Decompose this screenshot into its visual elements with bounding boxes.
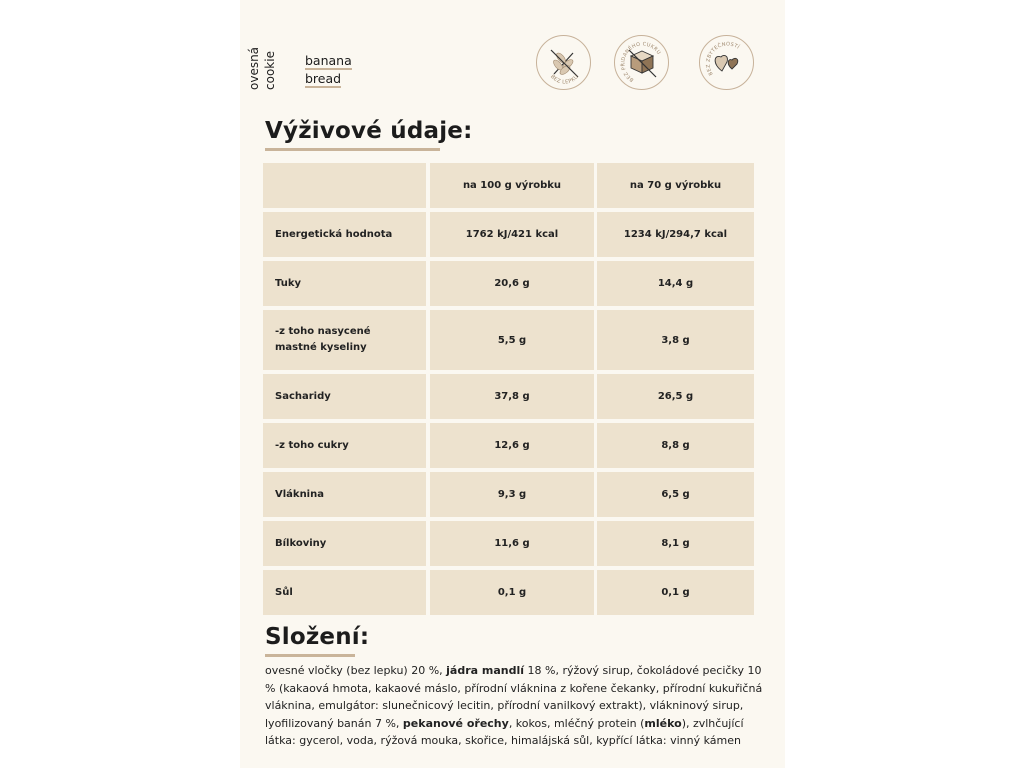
table-row xyxy=(263,472,755,517)
row-value-per-100g: 9,3 g xyxy=(430,472,594,517)
row-value-per-100g: 12,6 g xyxy=(430,423,594,468)
ingredients-part: ovesné vločky (bez lepku) 20 %, xyxy=(265,664,447,677)
row-label: Vláknina xyxy=(263,472,426,517)
row-label: Bílkoviny xyxy=(263,521,426,566)
product-sheet xyxy=(240,0,785,768)
row-label: Energetická hodnota xyxy=(263,212,426,257)
ingredients-allergen: mléko xyxy=(644,716,682,730)
ingredients-part: 18 %, rýžový sirup, čokoládové pecičky 10 % (kakaová hmota, kakaové máslo, přírodní vláknina z kořene čekanky, přírodní kukuřičná vláknina, emulgátor: slunečnicový lecitin, přírodní vanilkový extrakt), vlákninový sirup, lyofilizovaný banán 7 %, xyxy=(265,664,763,730)
badge-gluten-free xyxy=(536,35,591,90)
table-row xyxy=(263,570,755,615)
ingredients-allergen: pekanové ořechy xyxy=(402,716,509,730)
table-row xyxy=(263,521,755,566)
ingredients-text xyxy=(265,662,765,750)
row-value-per-70g: 0,1 g xyxy=(597,570,754,615)
row-value-per-70g: 8,1 g xyxy=(597,521,754,566)
ingredients-title: Složení: xyxy=(265,624,370,650)
ingredients-allergen: jádra mandlí xyxy=(446,664,525,677)
row-label: -z toho nasycené mastné kyseliny xyxy=(263,310,426,370)
product-name-line-2: bread xyxy=(305,71,342,86)
wheat-icon xyxy=(537,36,592,91)
brand-line-1: ovesná xyxy=(247,46,261,90)
ingredients-part: ), zvlhčující látka: gycerol, voda, rýžová mouka, skořice, himalájská sůl, kypřící látka: vinný kámen xyxy=(265,716,744,747)
product-name-line-1: banana xyxy=(305,53,352,68)
row-value-per-70g: 14,4 g xyxy=(597,261,754,306)
row-value-per-100g: 11,6 g xyxy=(430,521,594,566)
row-value-per-100g: 37,8 g xyxy=(430,374,594,419)
row-label: -z toho cukry xyxy=(263,423,426,468)
header-cell-per-70g: na 70 g výrobku xyxy=(597,163,754,208)
svg-text:BEZ PŘIDANÉHO CUKRU: BEZ PŘIDANÉHO CUKRU xyxy=(620,41,662,83)
badge-no-unnecessary xyxy=(699,35,754,90)
header-cell-per-100g: na 100 g výrobku xyxy=(430,163,594,208)
svg-text:BEZ ZBYTEČNOSTÍ: BEZ ZBYTEČNOSTÍ xyxy=(705,41,741,77)
header-cell-empty xyxy=(263,163,426,208)
row-value-per-100g: 5,5 g xyxy=(430,310,594,370)
ingredients-title-underline xyxy=(265,654,355,657)
row-value-per-100g: 1762 kJ/421 kcal xyxy=(430,212,594,257)
row-value-per-70g: 8,8 g xyxy=(597,423,754,468)
hearts-icon xyxy=(700,36,755,91)
nutrition-title-underline xyxy=(265,148,440,151)
table-row xyxy=(263,374,755,419)
brand-vertical-text xyxy=(246,44,296,90)
product-name xyxy=(305,53,352,89)
row-value-per-70g: 6,5 g xyxy=(597,472,754,517)
ingredients-part: , kokos, mléčný protein ( xyxy=(508,716,645,730)
table-header-row xyxy=(263,163,755,208)
badge-no-added-sugar xyxy=(614,35,669,90)
row-value-per-70g: 26,5 g xyxy=(597,374,754,419)
nutrition-title: Výživové údaje: xyxy=(265,118,473,144)
brand-line-2: cookie xyxy=(263,51,277,90)
table-row xyxy=(263,423,755,468)
row-label: Sacharidy xyxy=(263,374,426,419)
row-label: Sůl xyxy=(263,570,426,615)
table-row xyxy=(263,310,755,370)
row-value-per-100g: 0,1 g xyxy=(430,570,594,615)
row-value-per-100g: 20,6 g xyxy=(430,261,594,306)
sugar-cube-icon xyxy=(615,36,670,91)
row-label: Tuky xyxy=(263,261,426,306)
row-value-per-70g: 1234 kJ/294,7 kcal xyxy=(597,212,754,257)
table-row xyxy=(263,261,755,306)
table-row xyxy=(263,212,755,257)
svg-text:BEZ LEPKU: BEZ LEPKU xyxy=(549,73,580,86)
row-value-per-70g: 3,8 g xyxy=(597,310,754,370)
